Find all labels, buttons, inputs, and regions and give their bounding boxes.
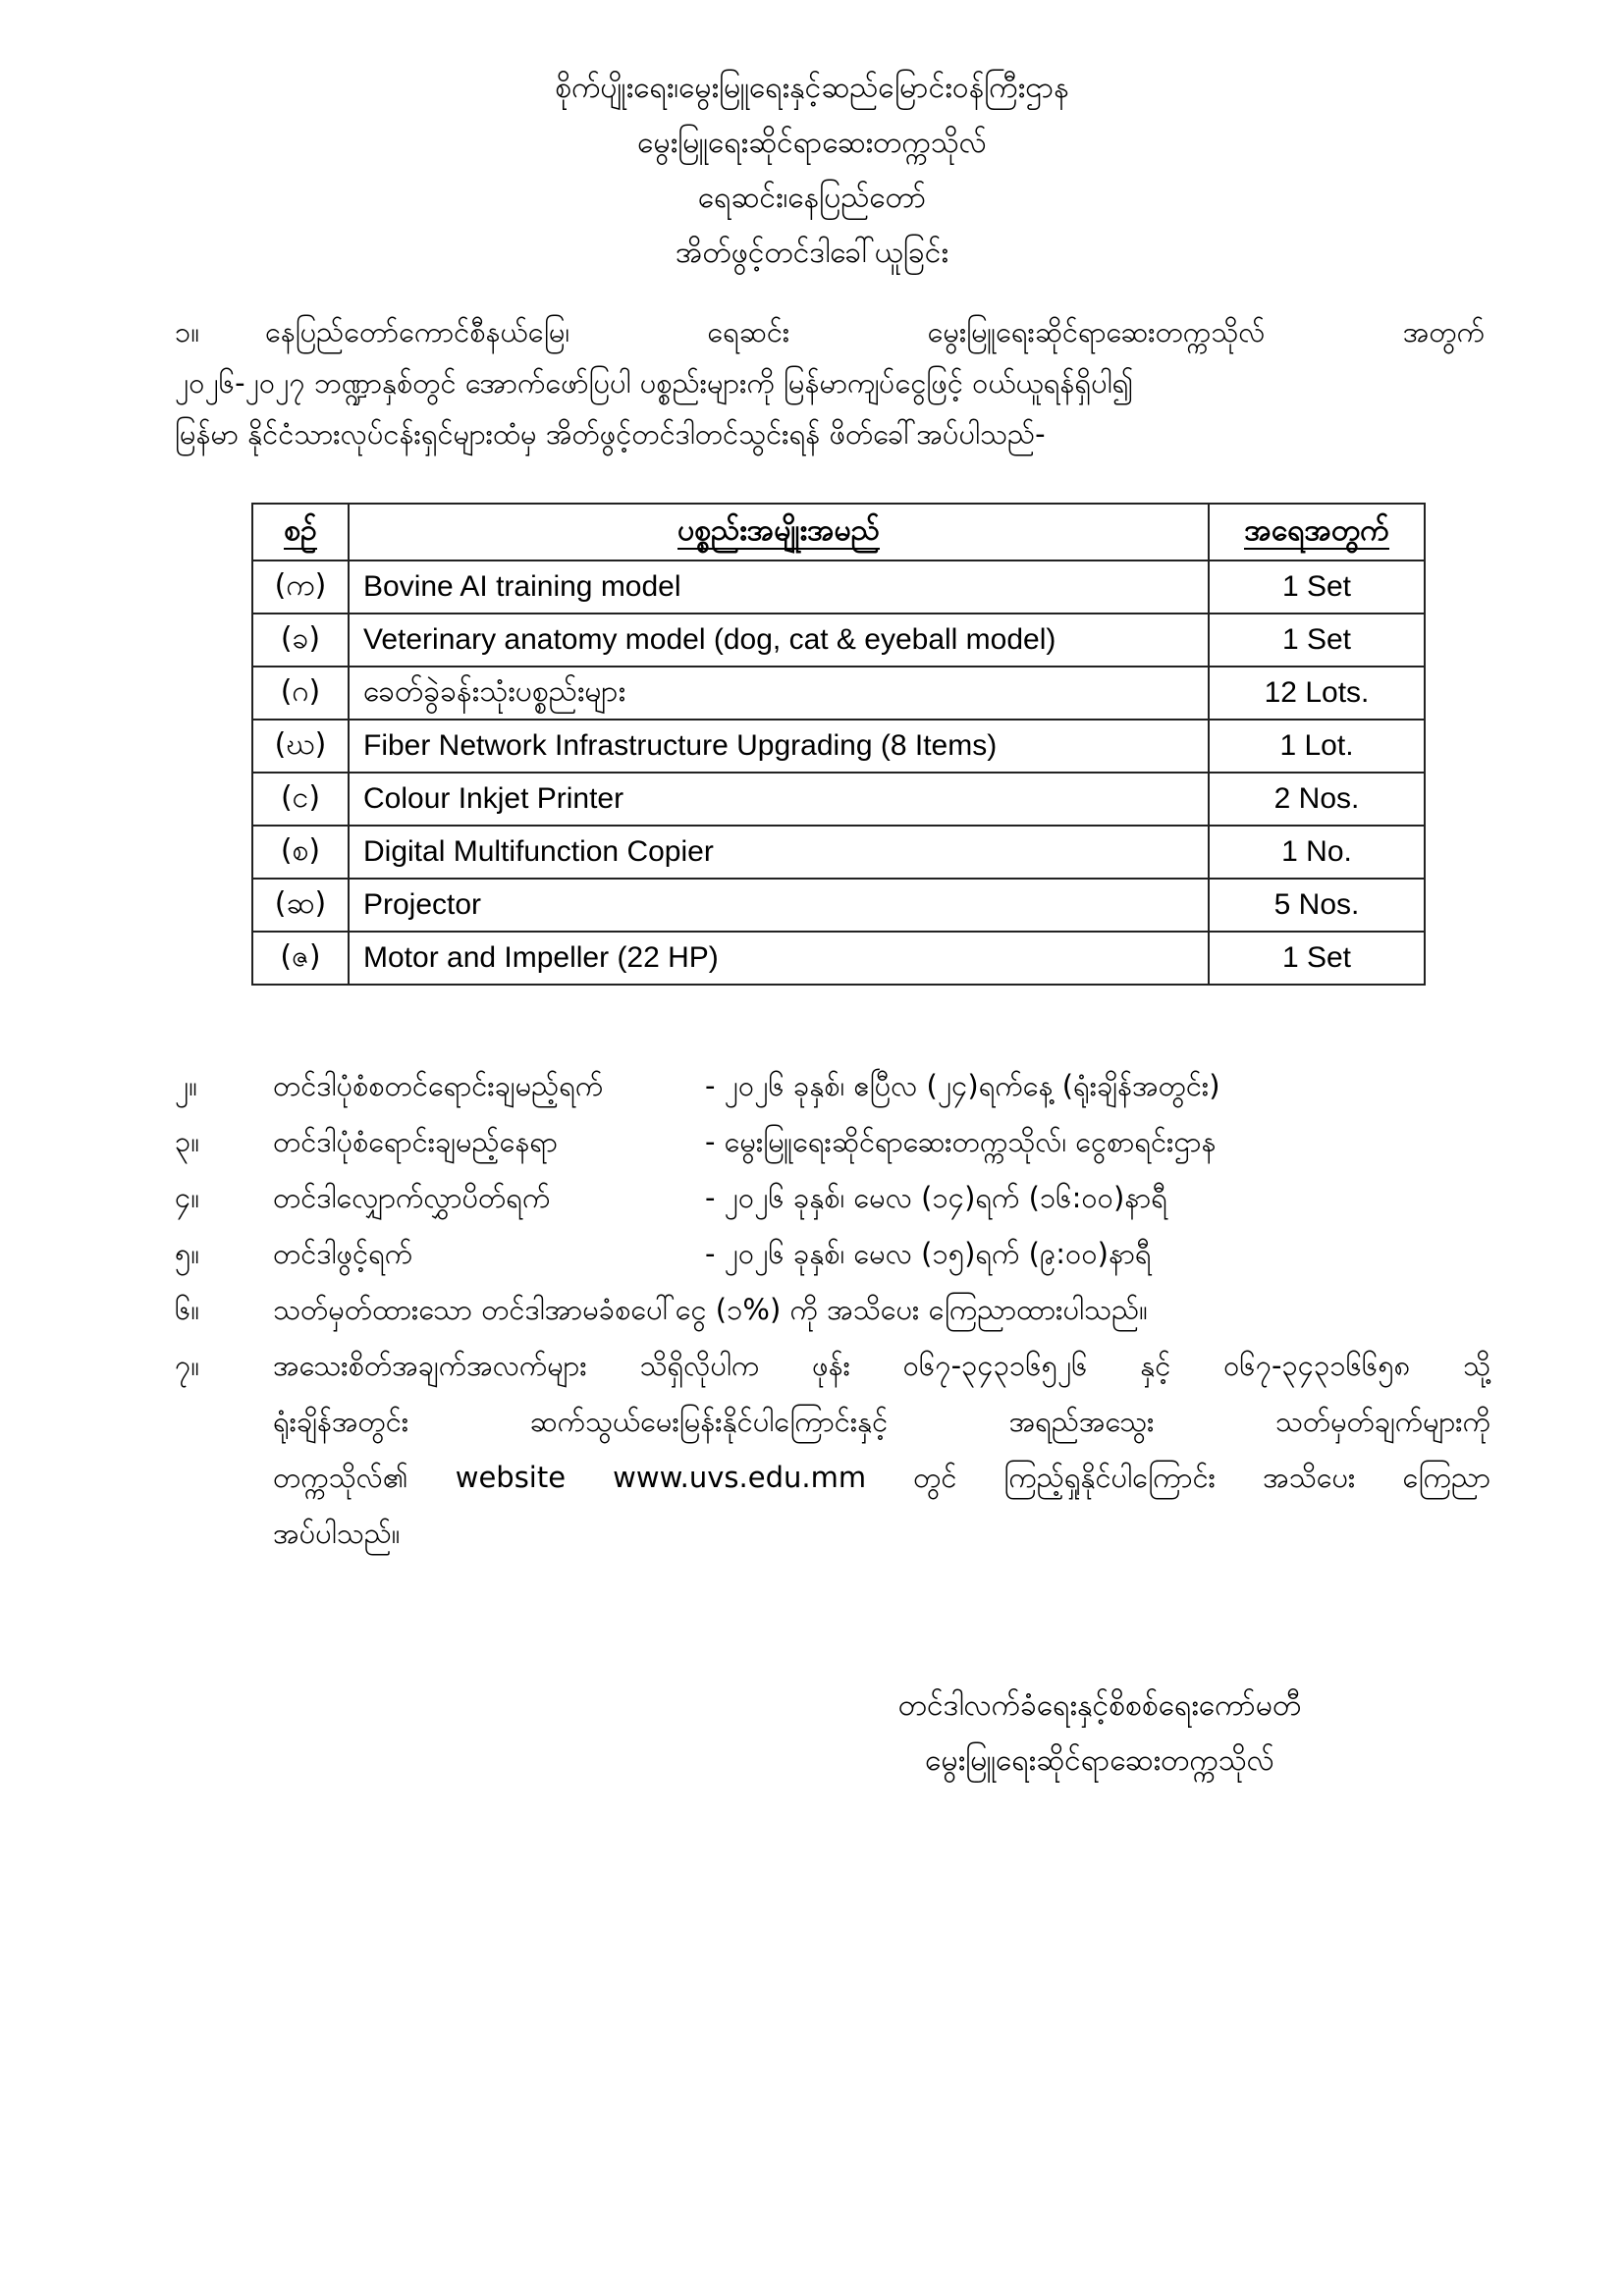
detail-value: - ၂၀၂၆ ခုနှစ်၊ မေလ (၁၅)ရက် (၉:၀၀)နာရီ — [705, 1237, 1152, 1270]
tender-details — [175, 1058, 1490, 1562]
detail-label: တင်ဒါလျှောက်လွှာပိတ်ရက် — [273, 1181, 551, 1214]
row-description: Projector — [349, 879, 1209, 932]
table-header-row — [252, 504, 1425, 561]
table-row — [252, 879, 1425, 932]
detail-opening-date — [175, 1226, 1490, 1282]
row-no: (ဂ) — [252, 667, 349, 720]
table-row — [252, 826, 1425, 879]
row-quantity: 1 Lot. — [1209, 720, 1425, 773]
notice-title: အိတ်ဖွင့်တင်ဒါခေါ်ယူခြင်း — [675, 236, 949, 270]
detail-number: ၇။ — [175, 1349, 200, 1382]
detail-contact-line-3: တက္ကသိုလ်၏ website www.uvs.edu.mm တွင် ကြည့်ရှုနိုင်ပါကြောင်း အသိပေး ကြေညာ — [273, 1461, 1490, 1494]
detail-contact-line-4: အပ်ပါသည်။ — [273, 1517, 401, 1550]
intro-number: ၁။ — [175, 315, 200, 348]
signature-university: မွေးမြူရေးဆိုင်ရာဆေးတက္ကသိုလ် — [925, 1743, 1274, 1778]
row-description: Digital Multifunction Copier — [349, 826, 1209, 879]
detail-closing-date — [175, 1170, 1490, 1226]
row-no: (ခ) — [252, 614, 349, 667]
intro-line-1 — [175, 306, 1485, 357]
row-description: Veterinary anatomy model (dog, cat & eyeball model) — [349, 614, 1209, 667]
row-no: (င) — [252, 773, 349, 826]
row-quantity: 1 Set — [1209, 932, 1425, 985]
document-header — [0, 61, 1624, 281]
committee-name: တင်ဒါလက်ခံရေးနှင့်စိစစ်ရေးကော်မတီ — [897, 1688, 1302, 1723]
table-row — [252, 932, 1425, 985]
row-no: (ဇ) — [252, 932, 349, 985]
row-quantity: 5 Nos. — [1209, 879, 1425, 932]
table-row — [252, 773, 1425, 826]
row-quantity: 1 Set — [1209, 561, 1425, 614]
detail-value: - ၂၀၂၆ ခုနှစ်၊ ဧပြီလ (၂၄)ရက်နေ့ (ရုံးချိန်အတွင်း) — [705, 1069, 1220, 1102]
intro-text-1: နေပြည်တော်ကောင်စီနယ်မြေ၊ ရေဆင်း မွေးမြူရေးဆိုင်ရာဆေးတက္ကသိုလ် အတွက် — [265, 315, 1485, 348]
row-description: Fiber Network Infrastructure Upgrading (8 Items) — [349, 720, 1209, 773]
detail-label: တင်ဒါပုံစံစတင်ရောင်းချမည့်ရက် — [273, 1069, 604, 1102]
detail-text: သတ်မှတ်ထားသော တင်ဒါအာမခံစပေါ်ငွေ (၁%) ကို အသိပေး ကြေညာထားပါသည်။ — [273, 1293, 1148, 1326]
row-description: Colour Inkjet Printer — [349, 773, 1209, 826]
table-row — [252, 667, 1425, 720]
detail-contact-cont — [175, 1450, 1490, 1506]
row-description: Bovine AI training model — [349, 561, 1209, 614]
detail-contact — [175, 1338, 1490, 1394]
location: ရေဆင်း၊နေပြည်တော် — [697, 181, 927, 215]
items-table — [251, 503, 1426, 986]
detail-number: ၃။ — [175, 1125, 200, 1158]
detail-number: ၂။ — [175, 1069, 198, 1102]
row-no: (ဆ) — [252, 879, 349, 932]
detail-label: တင်ဒါပုံစံရောင်းချမည့်နေရာ — [273, 1125, 558, 1158]
university-name: မွေးမြူရေးဆိုင်ရာဆေးတက္ကသိုလ် — [637, 126, 987, 160]
detail-number: ၆။ — [175, 1293, 200, 1326]
intro-line-2: ၂၀၂၆-၂၀၂၇ ဘဏ္ဍာနှစ်တွင် အောက်ဖော်ပြပါ ပစ္စည်းများကို မြန်မာကျပ်ငွေဖြင့် ဝယ်ယူရန်ရှိပါ၍ — [175, 366, 1134, 400]
detail-contact-line-1: အသေးစိတ်အချက်အလက်များ သိရှိလိုပါက ဖုန်း ၀၆၇-၃၄၃၁၆၅၂၆ နှင့် ၀၆၇-၃၄၃၁၆၆၅၈ သို့ — [273, 1349, 1490, 1382]
row-no: (စ) — [252, 826, 349, 879]
row-description: Motor and Impeller (22 HP) — [349, 932, 1209, 985]
header-description: ပစ္စည်းအမျိုးအမည် — [349, 504, 1209, 561]
row-description: ခေတ်ခွဲခန်းသုံးပစ္စည်းများ — [349, 667, 1209, 720]
table-row — [252, 720, 1425, 773]
detail-number: ၅။ — [175, 1237, 200, 1270]
detail-deposit — [175, 1282, 1490, 1338]
intro-line-3: မြန်မာ နိုင်ငံသားလုပ်ငန်းရှင်များထံမှ အိတ်ဖွင့်တင်ဒါတင်သွင်းရန် ဖိတ်ခေါ်အပ်ပါသည်- — [175, 417, 1046, 451]
detail-value: - ၂၀၂၆ ခုနှစ်၊ မေလ (၁၄)ရက် (၁၆:၀၀)နာရီ — [705, 1181, 1167, 1214]
intro-paragraph — [175, 306, 1485, 459]
row-quantity: 1 Set — [1209, 614, 1425, 667]
detail-contact-cont — [175, 1394, 1490, 1450]
row-quantity: 2 Nos. — [1209, 773, 1425, 826]
row-quantity: 1 No. — [1209, 826, 1425, 879]
header-no: စဉ် — [252, 504, 349, 561]
signature-block — [805, 1679, 1394, 1789]
ministry-name: စိုက်ပျိုးရေး၊မွေးမြူရေးနှင့်ဆည်မြောင်းဝန်ကြီးဌာန — [555, 71, 1069, 105]
detail-contact-line-2: ရုံးချိန်အတွင်း ဆက်သွယ်မေးမြန်းနိုင်ပါကြောင်းနှင့် အရည်အသွေး သတ်မှတ်ချက်များကို — [273, 1405, 1490, 1438]
detail-sale-place — [175, 1114, 1490, 1170]
detail-sale-start — [175, 1058, 1490, 1114]
header-quantity: အရေအတွက် — [1209, 504, 1425, 561]
detail-value: - မွေးမြူရေးဆိုင်ရာဆေးတက္ကသိုလ်၊ ငွေစာရင်းဌာန — [705, 1125, 1217, 1158]
row-quantity: 12 Lots. — [1209, 667, 1425, 720]
table-row — [252, 614, 1425, 667]
table-row — [252, 561, 1425, 614]
row-no: (က) — [252, 561, 349, 614]
row-no: (ဃ) — [252, 720, 349, 773]
detail-number: ၄။ — [175, 1181, 200, 1214]
detail-label: တင်ဒါဖွင့်ရက် — [273, 1237, 413, 1270]
detail-contact-cont — [175, 1506, 1490, 1562]
